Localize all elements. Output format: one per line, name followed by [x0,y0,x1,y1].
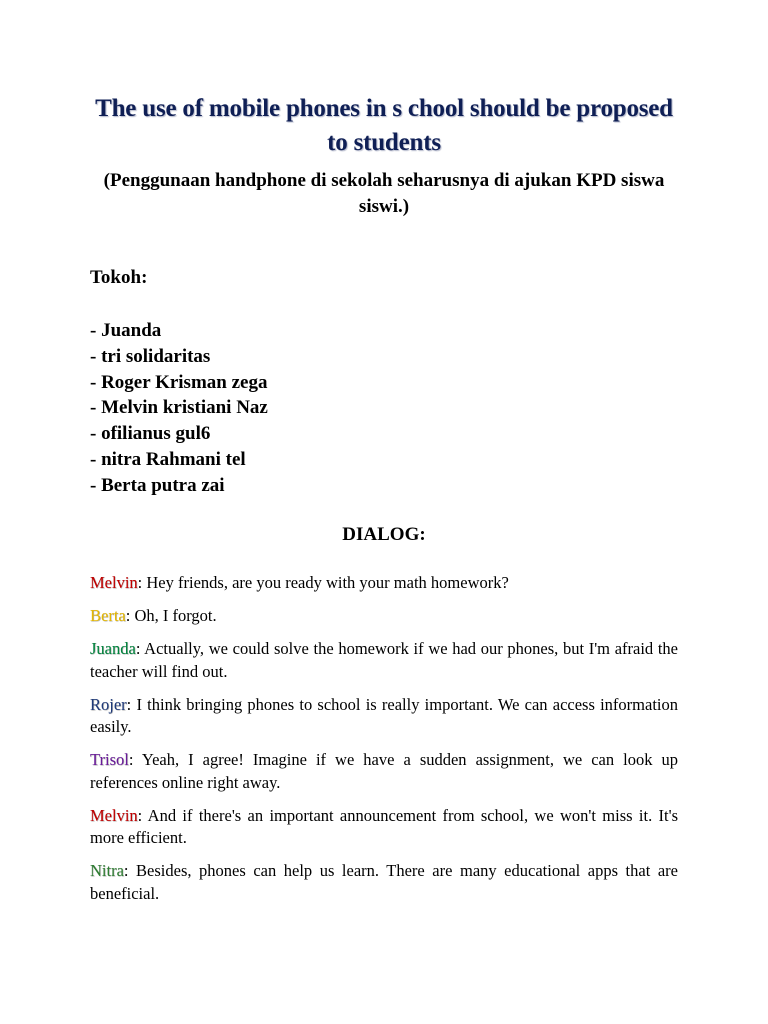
dialog-text: : I think bringing phones to school is really important. We can access information easily. [90,694,678,736]
speaker-name: Melvin [90,805,138,825]
dialog-line [90,572,678,595]
dialog-heading: DIALOG: [342,524,426,545]
dialog-text: : Hey friends, are you ready with your math homework? [137,573,509,592]
dialog-text: : And if there's an important announcement from school, we won't miss it. It's more efficient. [90,805,678,847]
speaker-name: Rojer [90,694,127,714]
speaker-name: Trisol [90,750,129,769]
speaker-name: Juanda [90,639,136,658]
cast-heading: Tokoh: [90,267,148,288]
cast-item: - Berta putra zai [90,474,225,496]
dialog-text: : Yeah, I agree! Imagine if we have a sudden assignment, we can look up references online right away. [90,750,678,792]
cast-item: - ofilianus gul6 [90,423,211,445]
speaker-name: Nitra [90,861,124,880]
dialog-line [90,860,678,905]
cast-item: - tri solidaritas [90,345,211,367]
dialog-line [90,694,678,739]
document-title: The use of mobile phones in s chool should be proposed to students [95,95,673,156]
cast-list [90,318,268,499]
dialog-line [90,749,678,794]
dialog-text: : Actually, we could solve the homework if we had our phones, but I'm afraid the teacher will find out. [90,639,678,681]
cast-item: - Roger Krisman zega [90,371,268,393]
speaker-name: Berta [90,606,126,625]
dialog-section [90,572,678,916]
dialog-line [90,805,678,850]
speaker-name: Melvin [90,573,138,592]
cast-item: - nitra Rahmani tel [90,448,246,470]
dialog-text: : Oh, I forgot. [125,606,217,625]
dialog-text: : Besides, phones can help us learn. There are many educational apps that are beneficial. [90,861,678,903]
cast-item: - Juanda [90,320,162,341]
document-subtitle: (Penggunaan handphone di sekolah seharusnya di ajukan KPD siswa siswi.) [103,170,665,217]
dialog-line [90,638,678,683]
dialog-line [90,605,678,628]
cast-item: - Melvin kristiani Naz [90,397,268,419]
